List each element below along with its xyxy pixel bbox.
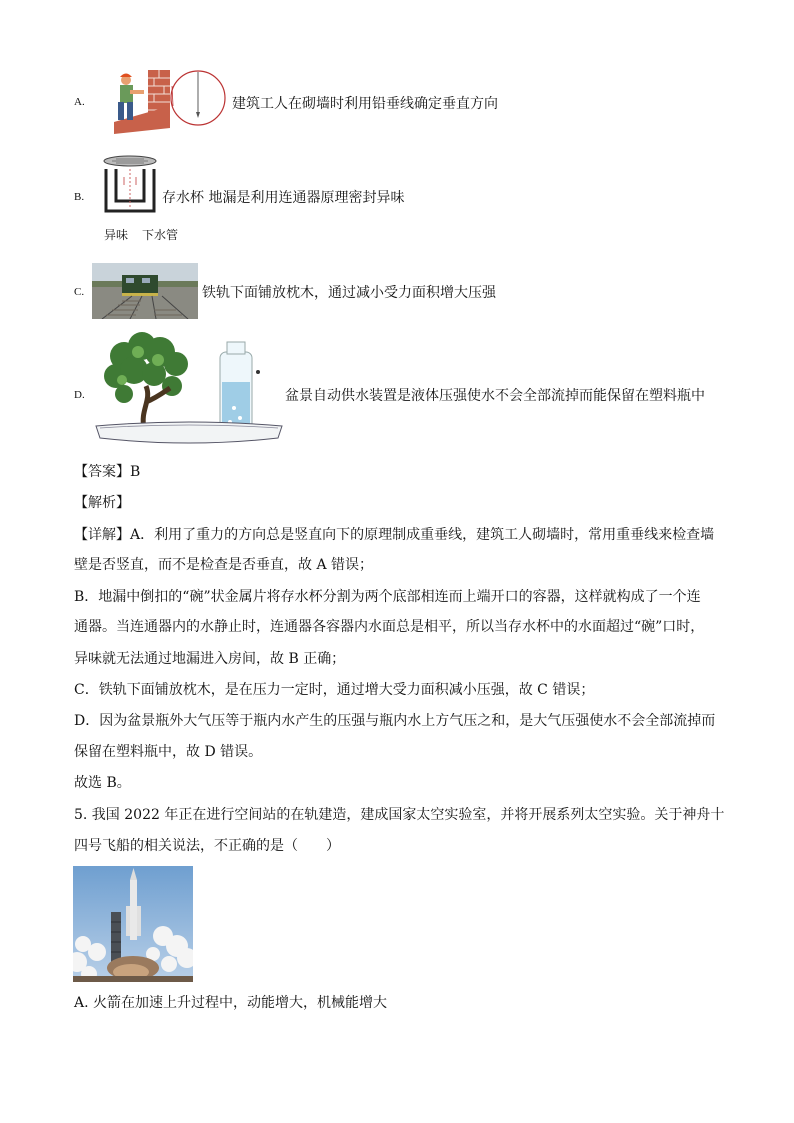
answer-line: 【答案】B	[74, 464, 141, 480]
detail-a-line2: 壁是否竖直，而不是检查是否垂直，故 A 错误；	[74, 557, 374, 573]
floor-drain-diagram	[100, 155, 160, 223]
option-d-letter: D.	[74, 389, 85, 401]
option-c-letter: C.	[74, 286, 85, 298]
option-b-text: 存水杯 地漏是利用连通器原理密封异味	[162, 190, 405, 206]
bonsai-water-supply-image	[94, 330, 284, 448]
rocket-launch-photo	[73, 866, 193, 982]
detail-d-line1: D．因为盆景瓶外大气压等于瓶内水产生的压强与瓶内水上方气压之和，是大气压强使水不会全部流掉而	[74, 713, 716, 729]
train-tracks-photo	[92, 263, 198, 319]
detail-a-line1: 【详解】A．利用了重力的方向总是竖直向下的原理制成重垂线，建筑工人砌墙时，常用重垂线来检查墙	[74, 527, 715, 543]
detail-d-line2: 保留在塑料瓶中，故 D 错误。	[74, 744, 263, 760]
detail-b-line1: B．地漏中倒扣的“碗”状金属片将存水杯分割为两个底部相连而上端开口的容器，这样就构成了一个连	[74, 589, 701, 605]
drain-pipe-label: 下水管	[142, 228, 179, 242]
question5-line1: 5. 我国 2022 年正在进行空间站的在轨建造，建成国家太空实验室，并将开展系列太空实验。关于神舟十	[74, 807, 725, 823]
question5-line2: 四号飞船的相关说法，不正确的是（ ）	[74, 838, 340, 854]
option-a-text: 建筑工人在砌墙时利用铅垂线确定垂直方向	[232, 96, 498, 112]
odor-label: 异味	[104, 228, 129, 242]
option-a-letter: A.	[74, 96, 85, 108]
detail-b-line3: 异味就无法通过地漏进入房间，故 B 正确；	[74, 651, 346, 667]
detail-b-line2: 通器。当连通器内的水静止时，连通器各容器内水面总是相平，所以当存水杯中的水面超过“碗”口时，	[74, 619, 705, 635]
option-c-text: 铁轨下面铺放枕木，通过减小受力面积增大压强	[202, 285, 496, 301]
detail-c-line: C．铁轨下面铺放枕木，是在压力一定时，通过增大受力面积减小压强，故 C 错误；	[74, 682, 595, 698]
bricklayer-plumb-line-image	[108, 66, 226, 136]
analysis-heading: 【解析】	[74, 495, 130, 511]
option-b-letter: B.	[74, 191, 85, 203]
conclusion-line: 故选 B。	[74, 775, 131, 791]
question5-option-a: A. 火箭在加速上升过程中，动能增大，机械能增大	[74, 995, 388, 1011]
option-d-text: 盆景自动供水装置是液体压强使水不会全部流掉而能保留在塑料瓶中	[285, 388, 705, 404]
